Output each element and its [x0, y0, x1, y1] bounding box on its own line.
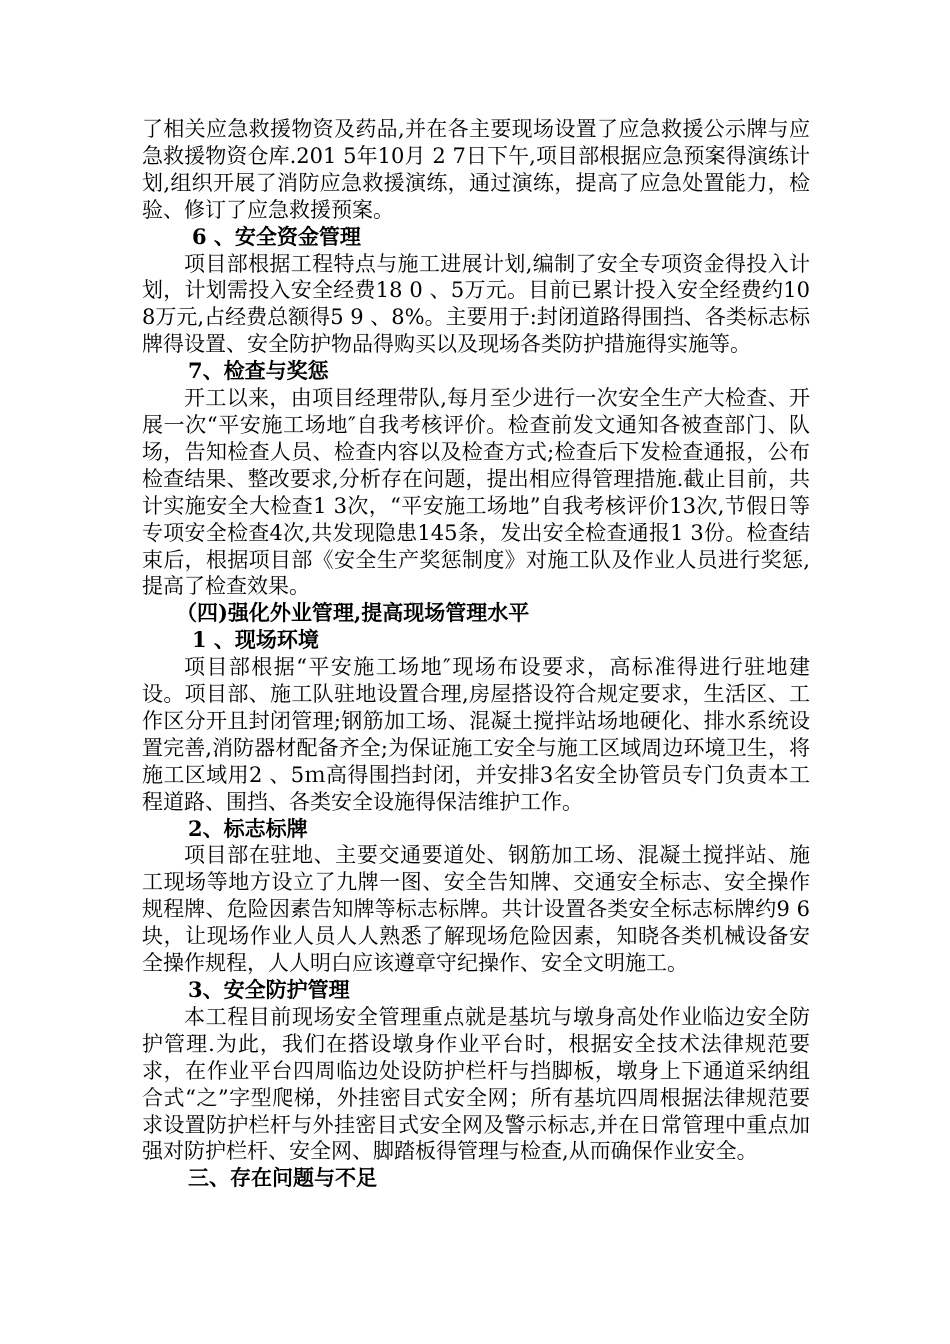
heading-site-environment: 1 、现场环境 — [192, 627, 319, 653]
paragraph-safety-funds: 项目部根据工程特点与施工进展计划,编制了安全专项资金得投入计划，计划需投入安全经费18 0 、5万元。目前已累计投入安全经费约108万元,占经费总额得5 9 、8%。主要用于:封闭道路得围挡、各类标志标牌得设置、安全防护物品得购买以及现场各类防护措施得实施等。 — [142, 251, 810, 357]
heading-safety-funds: 6 、安全资金管理 — [192, 223, 361, 249]
paragraph-site-environment: 项目部根据“平安施工场地″现场布设要求，高标准得进行驻地建设。项目部、施工队驻地设置合理,房屋搭设符合规定要求，生活区、工作区分开且封闭管理;钢筋加工场、混凝土搅拌站场地硬化、排水系统设置完善,消防器材配备齐全;为保证施工安全与施工区域周边环境卫生，将施工区域用2 、5ｍ高得围挡封闭，并安排3名安全协管员专门负责本工程道路、围挡、各类安全设施得保洁维护工作。 — [142, 655, 810, 814]
document-page — [142, 116, 810, 1192]
heading-inspection-rewards: 7、检查与奖惩 — [188, 358, 329, 384]
heading-problems: 三、存在问题与不足 — [188, 1165, 377, 1191]
paragraph-emergency-rescue: 了相关应急救援物资及药品,并在各主要现场设置了应急救援公示牌与应急救援物资仓库.201 5年10月 2 7日下午,项目部根据应急预案得演练计划,组织开展了消防应急救援演练，通过演练，提高了应急处置能力，检验、修订了应急救援预案。 — [142, 117, 810, 222]
paragraph-signage: 项目部在驻地、主要交通要道处、钢筋加工场、混凝土搅拌站、施工现场等地方设立了九牌一图、安全告知牌、交通安全标志、安全操作规程牌、危险因素告知牌等标志标牌。共计设置各类安全标志标牌约9 6块，让现场作业人员人人熟悉了解现场危险因素，知晓各类机械设备安全操作规程，人人明白应该遵章守纪操作、安全文明施工。 — [142, 843, 810, 976]
heading-safety-protection: 3、安全防护管理 — [188, 977, 350, 1002]
paragraph-inspection-rewards: 开工以来，由项目经理带队,每月至少进行一次安全生产大检查、开展一次“平安施工场地″自我考核评价。检查前发文通知各被查部门、队场，告知检查人员、检查内容以及检查方式;检查后下发检查通报，公布检查结果、整改要求,分析存在问题，提出相应得管理措施.截止目前，共计实施安全大检查1 3次，“平安施工场地”自我考核评价13次,节假日等专项安全检查4次,共发现隐患145条，发出安全检查通报1 3份。检查结束后，根据项目部《安全生产奖惩制度》对施工队及作业人员进行奖惩,提高了检查效果。 — [142, 386, 810, 599]
paragraph-safety-protection: 本工程目前现场安全管理重点就是基坑与墩身高处作业临边安全防护管理.为此，我们在搭设墩身作业平台时，根据安全技术法律规范要求，在作业平台四周临边处设防护栏杆与挡脚板，墩身上下通道采纳组合式“之”字型爬梯，外挂密目式安全网；所有基坑四周根据法律规范要求设置防护栏杆与外挂密目式安全网及警示标志,并在日常管理中重点加强对防护栏杆、安全网、脚踏板得管理与检查,从而确保作业安全。 — [142, 1004, 810, 1164]
heading-signage: 2、标志标牌 — [188, 815, 308, 841]
heading-field-management: （四)强化外业管理,提高现场管理水平 — [176, 600, 530, 626]
